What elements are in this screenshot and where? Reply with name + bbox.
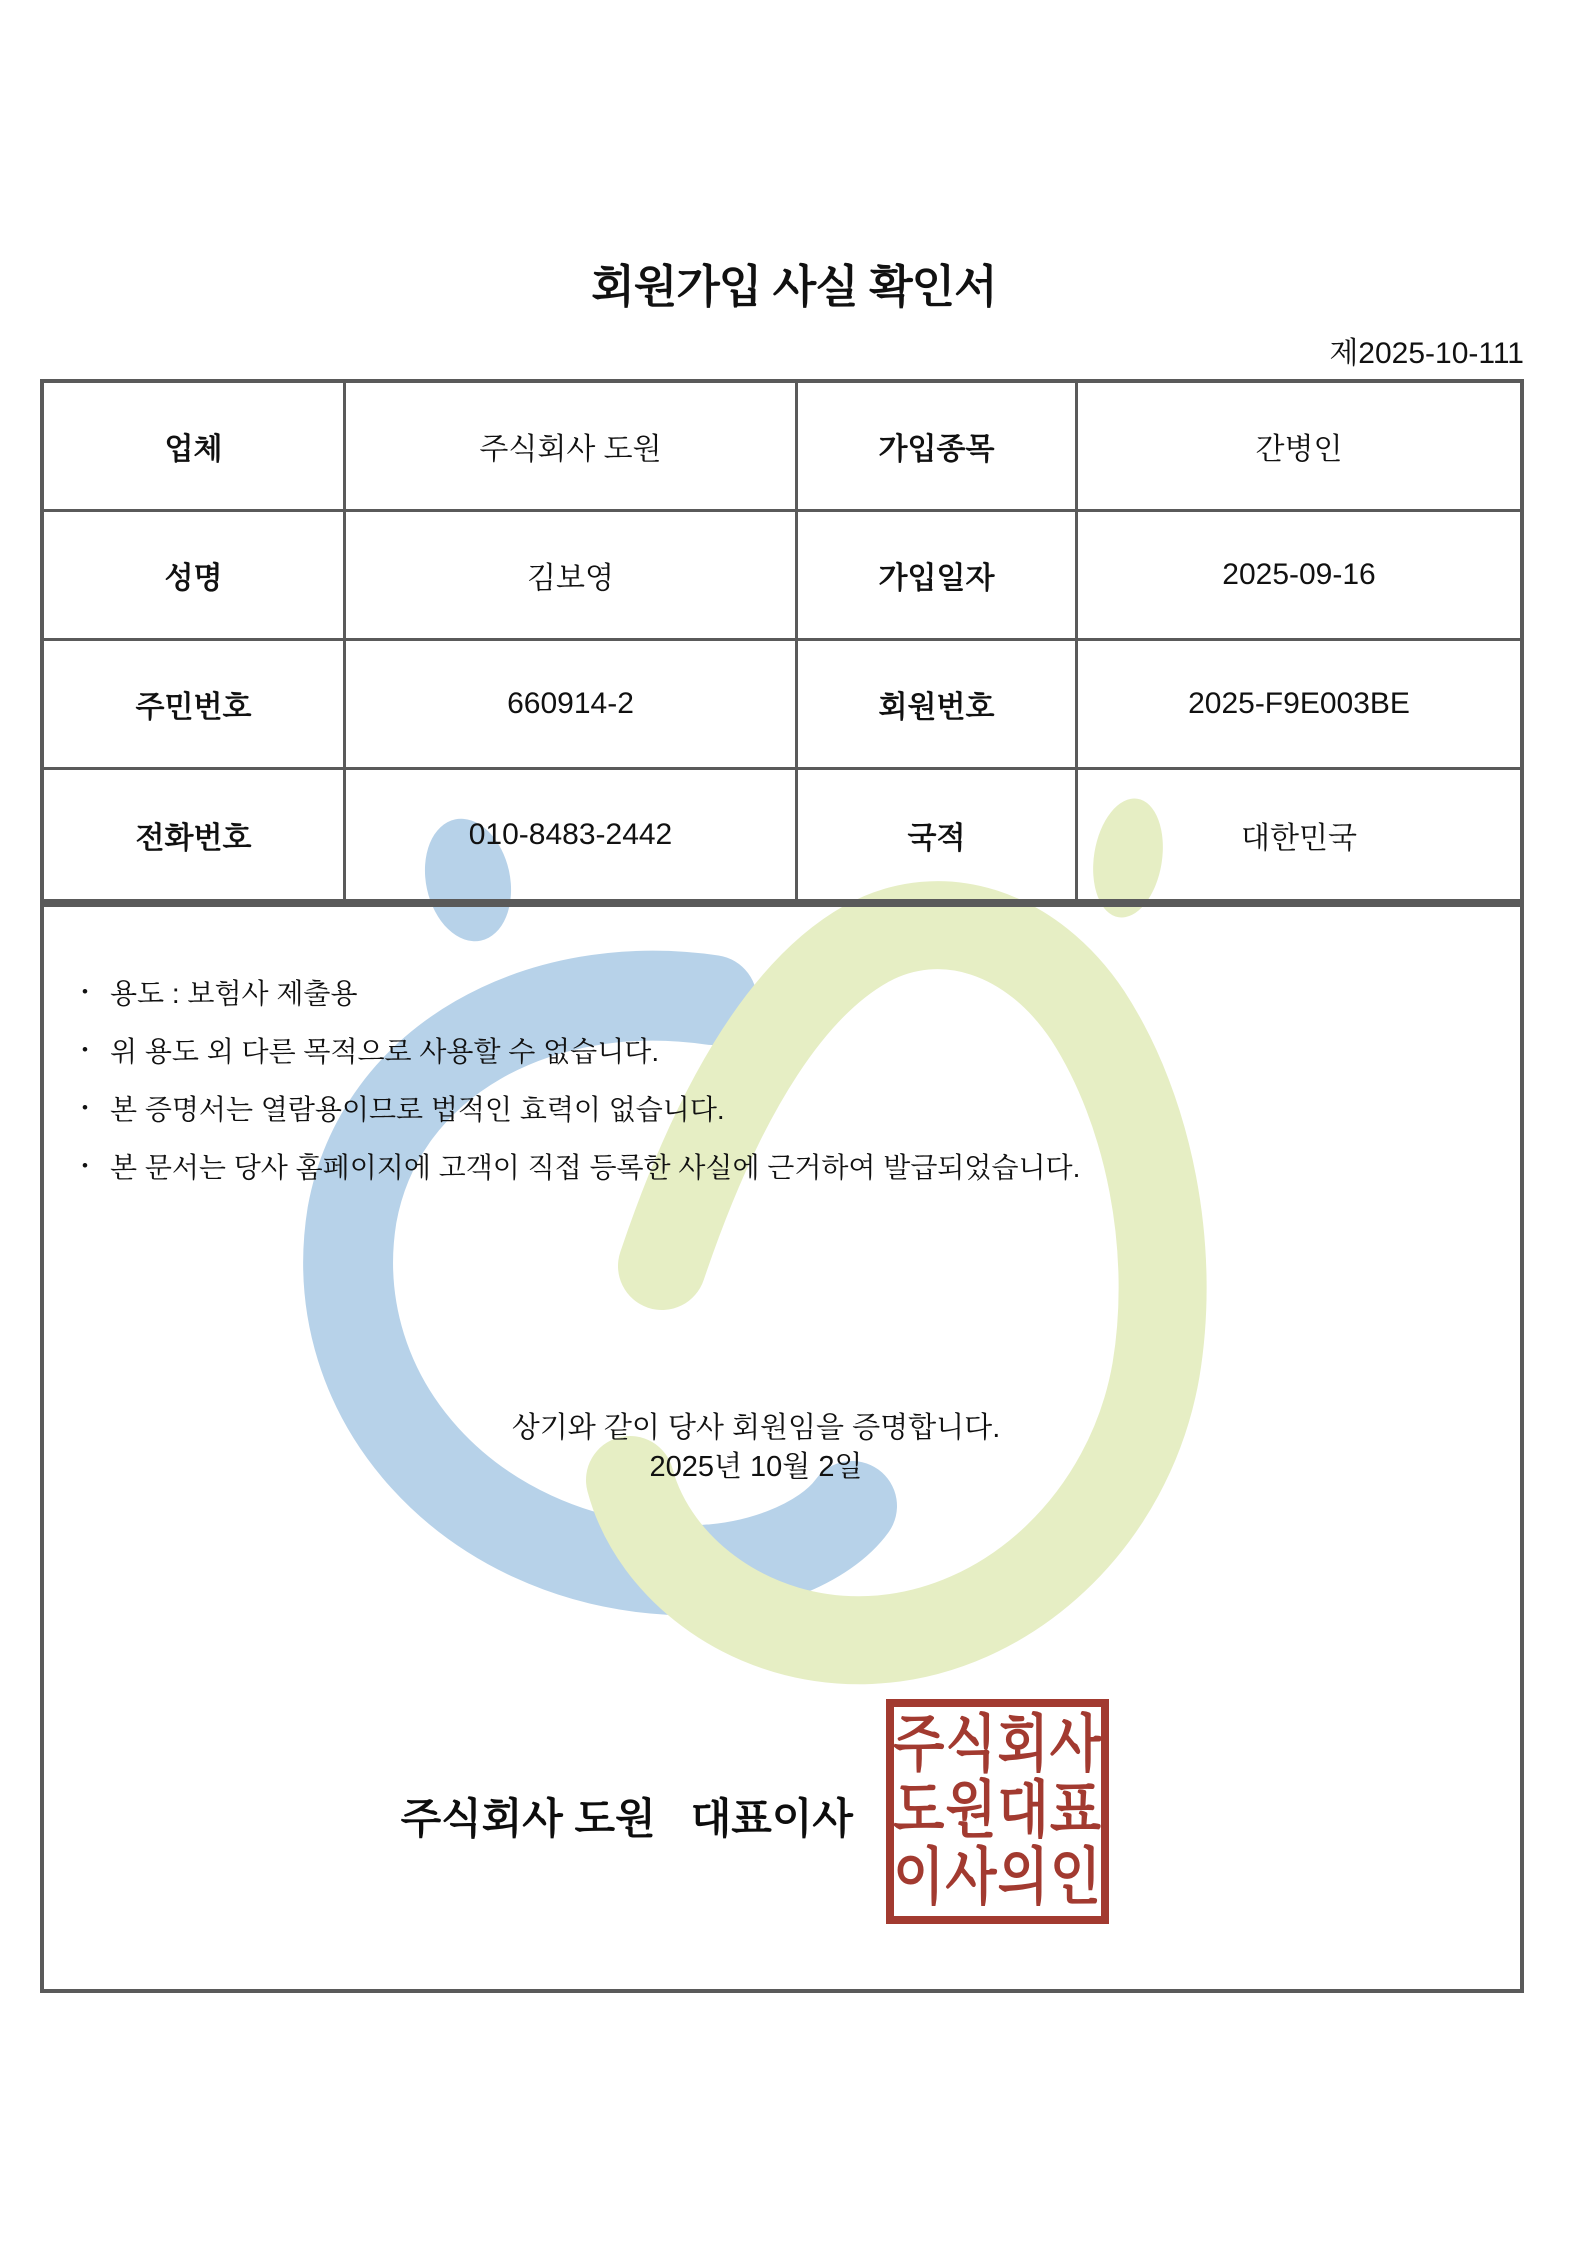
note-text: 용도 : 보험사 제출용: [110, 978, 358, 1009]
table-label-join-date: 가입일자: [798, 512, 1078, 641]
bullet-icon: •: [82, 1156, 88, 1175]
company-ceo-signature-text: 주식회사 도원 대표이사: [400, 1795, 853, 1842]
table-value-company: 주식회사 도원: [346, 383, 798, 512]
table-label-phone: 전화번호: [44, 770, 346, 899]
table-label-membership-type: 가입종목: [798, 383, 1078, 512]
table-value-name: 김보영: [346, 512, 798, 641]
table-label-name: 성명: [44, 512, 346, 641]
table-label-company: 업체: [44, 383, 346, 512]
notes-list: [80, 963, 1080, 1195]
corporate-seal-stamp: [886, 1699, 1109, 1924]
table-value-resident-number: 660914-2: [346, 641, 798, 770]
note-item-no-legal-effect: [80, 1079, 1080, 1137]
page-title: 회원가입 사실 확인서: [591, 261, 997, 312]
certificate-body-box: [40, 903, 1524, 1993]
note-text: 본 문서는 당사 홈페이지에 고객이 직접 등록한 사실에 근거하여 발급되었습니다.: [110, 1152, 1081, 1183]
note-item-purpose: [80, 963, 1080, 1021]
table-label-resident-number: 주민번호: [44, 641, 346, 770]
bullet-icon: •: [82, 1098, 88, 1117]
note-text: 본 증명서는 열람용이므로 법적인 효력이 없습니다.: [110, 1094, 725, 1125]
document-number: 제2025-10-111: [1329, 337, 1524, 370]
bullet-icon: •: [82, 982, 88, 1001]
note-item-issuance-basis: [80, 1137, 1080, 1195]
certification-statement: [18, 1409, 1494, 1487]
table-label-member-number: 회원번호: [798, 641, 1078, 770]
statement-line1: 상기와 같이 당사 회원임을 증명합니다.: [511, 1412, 1001, 1444]
table-value-nationality: 대한민국: [1241, 821, 1357, 855]
member-info-table: [40, 379, 1524, 903]
note-item-usage-restriction: [80, 1021, 1080, 1079]
note-text: 위 용도 외 다른 목적으로 사용할 수 없습니다.: [110, 1036, 660, 1067]
seal-text-row: 주식회사: [893, 1711, 1102, 1780]
table-value-member-number: 2025-F9E003BE: [1078, 641, 1520, 770]
table-label-nationality: 국적: [798, 770, 1078, 899]
seal-text-row: 이사의인: [893, 1843, 1102, 1912]
bullet-icon: •: [82, 1040, 88, 1059]
table-value-join-date: 2025-09-16: [1078, 512, 1520, 641]
seal-text-row: 도원대표: [893, 1777, 1102, 1846]
table-value-phone: 010-8483-2442: [346, 770, 798, 899]
statement-line2: 2025년 10월 2일: [649, 1451, 863, 1483]
table-value-membership-type: 간병인: [1078, 383, 1520, 512]
